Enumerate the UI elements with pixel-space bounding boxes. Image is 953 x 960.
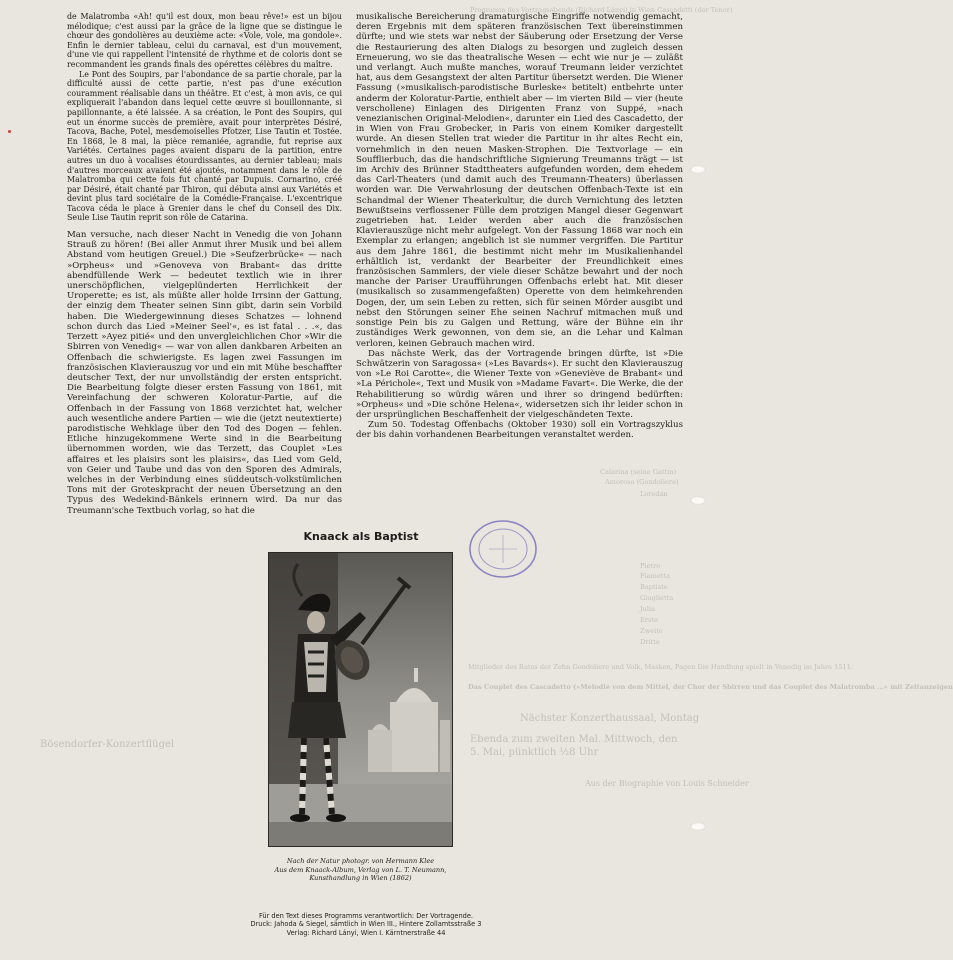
- bleed-line: Loredan: [640, 490, 668, 498]
- bleed-line: Dritte: [640, 638, 660, 646]
- bleed-line: Nächster Konzerthaussaal, Montag: [520, 713, 700, 724]
- bleed-line: Amoroso (Gondoliere): [605, 478, 679, 486]
- library-stamp: [467, 518, 539, 580]
- bleed-line: Aus der Biographie von Louis Schneider: [585, 779, 749, 788]
- binder-hole: [690, 165, 706, 174]
- bleed-line: Giuglietta: [640, 594, 674, 602]
- caption-line: Aus dem Knaack-Album, Verlag von L. T. Neumann,: [274, 865, 447, 874]
- portrait-photo: [268, 552, 453, 847]
- bleed-line: Mitglieder des Rates der Zehn Gondoliere und Volk, Masken, Pagen Die Handlung spielt in Venedig im Jahre 1511.: [468, 663, 854, 671]
- bleed-line: Das Couplet des Cascadetto (»Melodie von dem Mittel, der Chor der Sbirren und das Couplet des Malatromba ...« mit Zeitanzeigen: [468, 683, 953, 691]
- bleed-line: Julia: [640, 605, 656, 613]
- bleed-line: Programm des Vortragsabends (Richard Lányi) in Wien Cascadetti (der Tenor): [470, 6, 733, 14]
- right-column: [356, 12, 683, 441]
- figure-caption: [262, 857, 459, 883]
- margin-mark: [8, 130, 11, 133]
- binder-hole: [690, 496, 706, 505]
- bleed-line: Erste: [640, 616, 658, 624]
- imprint-line: Druck: Jahoda & Siegel, sämtlich in Wien III., Hintere Zollamtsstraße 3: [250, 920, 482, 929]
- figure-title: Knaack als Baptist: [303, 530, 419, 543]
- bleed-line: 5. Mai, pünktlich ½8 Uhr: [470, 747, 599, 758]
- bleed-line: Bösendorfer-Konzertflügel: [40, 739, 175, 750]
- bleed-line: Pietro: [640, 562, 661, 570]
- body-paragraph: Das nächste Werk, das der Vortragende bringen dürfte, ist »Die Schwätzerin von Saragossa« (»Les Bavards«). Er sucht den Klavierauszug von »Le Roi Carotte«, die Wiener Texte von »Geneviève de Brabant« und »La Périchole«, Text und Musik von »Madame Favart«. Die Werke, die der Rehabilitierung so würdig wären und ihrer so dringend bedürften: »Orpheus« und »Die schöne Helena«, widersetzen sich ihr leider schon in der ursprünglichen Beschaffenheit der vielgeschändeten Texte.: [356, 348, 683, 420]
- binder-hole: [690, 822, 706, 831]
- french-paragraph: de Malatromba «Ah! qu'il est doux, mon beau rêve!» est un bijou mélodique; c'est aussi par la grâce de la ligne que se distingue le chœur des gondolières au deuxième acte: «Vole, vole, ma gondole». Enfin le dernier tableau, celui du carnaval, est d'un mouvement, d'une vie qui rappellent l'intensité de rhythme et de coloris dont se recommandent les grands finals des opérettes célèbres du maître.: [67, 12, 342, 69]
- german-paragraph: Man versuche, nach dieser Nacht in Venedig die von Johann Strauß zu hören! (Bei aller Anmut ihrer Musik und bei allem Abstand vom heutigen Greuel.) Die »Seufzerbrücke« — nach »Orpheus« und »Genoveva von Brabant« das dritte abendfüllende Werk — bedeutet textlich wie in ihrer unerschöpflichen, vielgeplünderten Herrlichkeit der Uroperette; es ist, als müßte aller holde Irrsinn der Gattung, der einzig dem Theater seinen Sinn gibt, darin sein Vorbild haben. Die Wiedergewinnung dieses Schatzes — lohnend schon durch das Lied »Meiner Seel'«, es ist fatal . . .«, das Terzett »Ayez pitié« und den unvergleichlichen Chor »Wir die Sbirren von Venedig« — war von allen dankbaren Arbeiten an Offenbach die schwierigste. Es lagen zwei Fassungen im französischen Klavierauszug vor und ein mit Mühe beschaffter deutscher Text, der nur unvollständig der ersten entspricht. Die Bearbeitung folgte dieser ersten Fassung von 1861, mit Vereinfachung der schweren Koloratur-Partie, auf die Offenbach in der Fassung von 1868 verzichtet hat, welcher auch wesentliche andere Partien — wie die (jetzt neutextierte) parodistische Wehklage über den Tod des Dogen — fehlen. Etliche hinzugekommene Werte sind in die Bearbeitung übernommen worden, wie das Terzett, das Couplet »Les affaires et les plaisirs sont les plaisirs«, das Lied vom Geld, von Geier und Taube und das von den Sporen des Admirals, welches in der Verbindung eines süddeutsch-volkstümlichen Tons mit der Groteskpracht der neuen Übersetzung an den Typus des Wedekind-Bänkels erinnern wird. Da nur das Treumann'sche Textbuch vorlag, so hat die: [67, 230, 342, 516]
- bleed-line: Baptiste: [640, 583, 668, 591]
- bleed-line: Fiametta: [640, 572, 671, 580]
- bleed-line: Zweite: [640, 627, 663, 635]
- imprint-line: Für den Text dieses Programms verantwortlich: Der Vortragende.: [258, 912, 473, 920]
- caption-line: Nach der Natur photogr. von Hermann Klee: [286, 857, 435, 865]
- caption-line: Kunsthandlung in Wien (1862): [309, 874, 412, 883]
- body-paragraph: musikalische Bereicherung dramaturgische Eingriffe notwendig gemacht, deren Ergebnis mit dem späteren französischen Text übereinstimmen dürfte; und wie stets war nebst der Säuberung oder Ersetzung der Verse die Restaurierung des alten Dialogs zu besorgen und zugleich dessen Erneuerung, wo sie das theatralische Wesen — echt wie nur je — zuläßt und verlangt. Auch mußte manches, worauf Treumann leider verzichtet hat, aus dem Gesangstext der alten Partitur übersetzt werden. Die Wiener Fassung (»musikalisch-parodistische Burleske« betitelt) entbehrte unter anderm der Koloratur-Partie, enthielt aber — im vierten Bild — vier (heute verschollene) Einlagen des Dirigenten Franz von Suppé, »nach venezianischen Original-Melodien«, darunter ein Lied des Cascadetto, der in Wien von Frau Grobecker, in Paris von einem Komiker dargestellt wurde. An diesen Stellen trat wieder die Partitur in ihr altes Recht ein, vornehmlich in den neuen Masken-Strophen. Die Textvorlage — ein Soufflierbuch, das die handschriftliche Signierung Treumanns trägt — ist im Archiv des Brünner Stadttheaters aufgefunden worden, dem ehedem das Carl-Theaters (und damit auch des Treumann-Theaters) überlassen worden war. Die Verwahrlosung der deutschen Offenbach-Texte ist ein Schandmal der Wiener Theaterkultur, die durch Vernichtung des letzten Bewußtseins verflossener Fülle dem protzigen Mangel dieser Gegenwart zugetrieben hat. Leider werden aber auch die französischen Klavierauszüge nicht mehr aufgelegt. Von der Fassung 1868 war noch ein Exemplar zu erlangen; angeblich ist sie nummer vergriffen. Die Partitur aus dem Jahre 1861, die bestimmt nicht mehr im Musikalienhandel erhältlich ist, verdankt der Bearbeiter der Freundlichkeit eines französischen Sammlers, der viele dieser Schätze bewahrt und der noch manche der Pariser Uraufführungen Offenbachs erlebt hat. Mit dieser (musikalisch so zusammengefaßten) Operette von dem heimkehrenden Dogen, der, um sein Leben zu retten, sich für seinen Mörder ausgibt und nebst den Störungen seiner Ehe seinen Nachruf mitmachen muß und sonstige Pein bis zu Galgen und Rettung, wäre der Bühne ein ihr zuständiges Werk gewonnen, von dem sie, an die Lehar und Kalman verloren, keinen Gebrauch machen wird.: [356, 12, 683, 349]
- imprint-line: Verlag: Richard Lányi, Wien I. Kärntnerstraße 44: [286, 928, 446, 937]
- french-paragraph: Le Pont des Soupirs, par l'abondance de sa partie chorale, par la difficulté aussi de cette partie, n'est pas d'une exécution couramment réalisable dans un théâtre. Et c'est, à mon avis, ce qui expliquerait l'abandon dans lequel cette œuvre si bouillonnante, si papillonnante, a été laissée. A sa création, le Pont des Soupirs, qui eut un énorme succès de première, avait pour interprètes Désiré, Tacova, Bache, Potel, mesdemoiselles Pfotzer, Lise Tautin et Tostée. En 1868, le 8 mai, la pièce remaniée, agrandie, fut reprise aux Variétés. Certaines pages avaient disparu de la partition, entre autres un duo à vocalises étourdissantes, au dernier tableau; mais d'autres morceaux avaient été ajoutés, notamment dans le rôle de Malatromba qui cette fois fut chanté par Dupuis. Cornarino, créé par Désiré, était chanté par Thiron, qui débuta ainsi aux Variétés et devint plus tard sociétaire de la Comédie-Française. L'excentrique Tacova céda le place à Grenier dans le chef du Conseil des Dix. Seule Lise Tautin reprit son rôle de Catarina.: [67, 69, 342, 223]
- bleed-line: Calarina (seine Gattin): [600, 468, 677, 476]
- bleed-line: Ebenda zum zweiten Mal. Mittwoch, den: [470, 734, 678, 745]
- imprint: [196, 912, 536, 937]
- left-column: [67, 12, 342, 516]
- body-paragraph: Zum 50. Todestag Offenbachs (Oktober 1930) soll ein Vortragszyklus der bis dahin vorhandenen Bearbeitungen veranstaltet werden.: [356, 420, 683, 441]
